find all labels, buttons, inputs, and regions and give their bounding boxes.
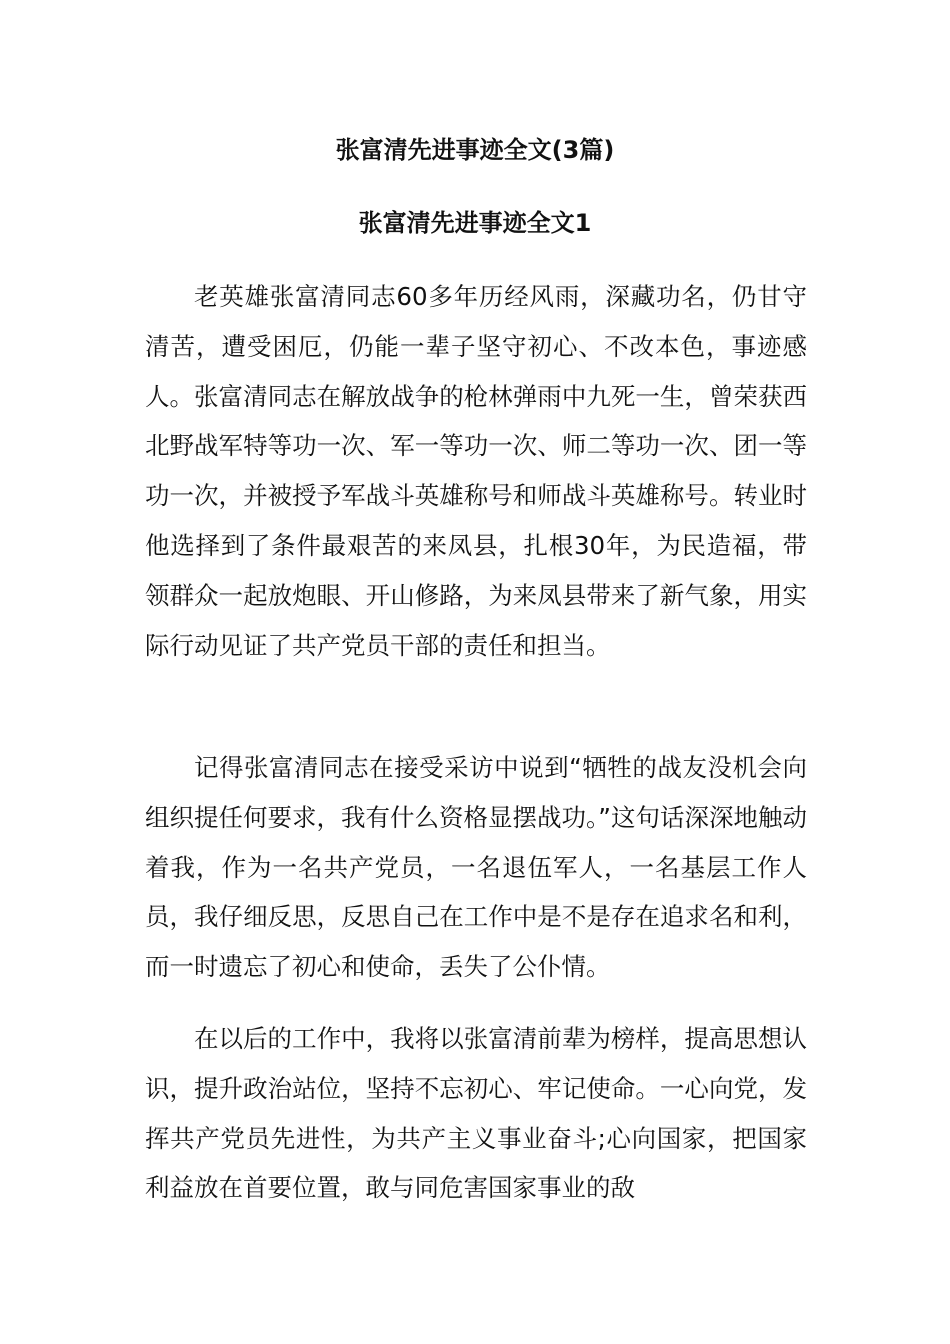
document-subtitle: 张富清先进事迹全文1 bbox=[358, 209, 592, 237]
document-title: 张富清先进事迹全文(3篇) bbox=[335, 136, 615, 164]
paragraph: 记得张富清同志在接受采访中说到“牺牲的战友没机会向组织提任何要求，我有什么资格显摆战功。”这句话深深地触动着我，作为一名共产党员，一名退伍军人，一名基层工作人员，我仔细反思，反思自己在工作中是不是存在追求名和利，而一时遗忘了初心和使命，丢失了公仆情。 bbox=[145, 753, 807, 982]
paragraph: 老英雄张富清同志60多年历经风雨，深藏功名，仍甘守清苦，遭受困厄，仍能一辈子坚守初心、不改本色，事迹感人。张富清同志在解放战争的枪林弹雨中九死一生，曾荣获西北野战军特等功一次、军一等功一次、师二等功一次、团一等功一次，并被授予军战斗英雄称号和师战斗英雄称号。转业时他选择到了条件最艰苦的来凤县，扎根30年，为民造福，带领群众一起放炮眼、开山修路，为来凤县带来了新气象，用实际行动见证了共产党员干部的责任和担当。 bbox=[145, 282, 807, 660]
paragraph: 在以后的工作中，我将以张富清前辈为榜样，提高思想认识，提升政治站位，坚持不忘初心、牢记使命。一心向党，发挥共产党员先进性，为共产主义事业奋斗;心向国家，把国家利益放在首要位置，敢与同危害国家事业的敌 bbox=[145, 1024, 807, 1203]
